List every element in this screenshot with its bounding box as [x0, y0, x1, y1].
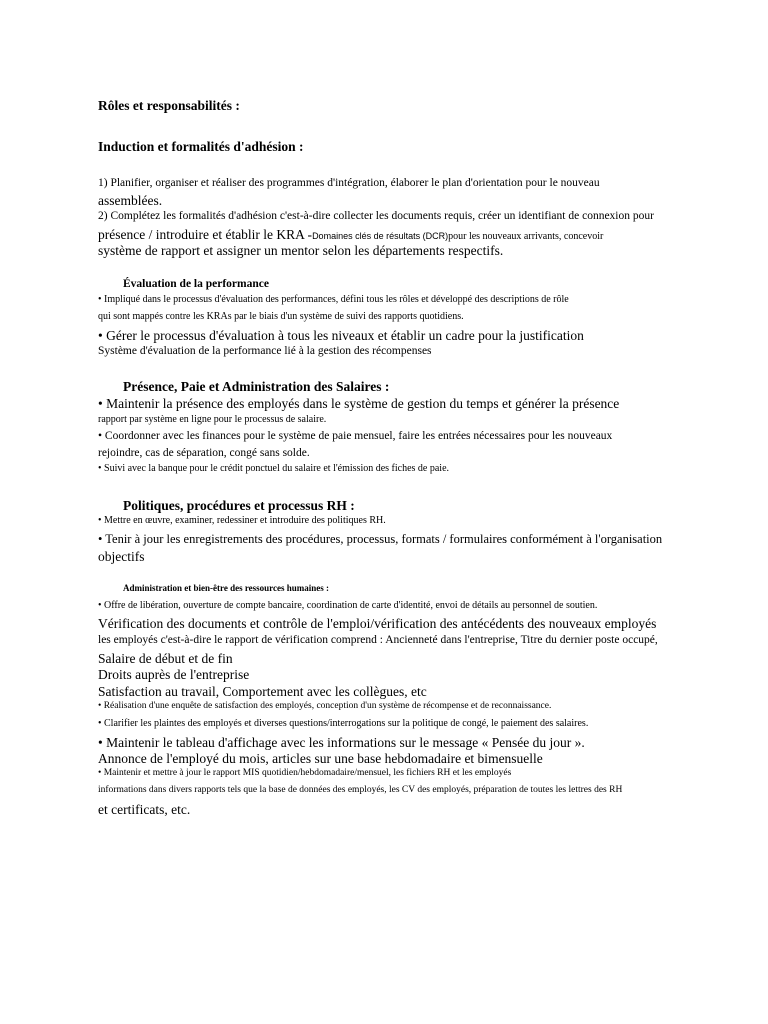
text-line: Annonce de l'employé du mois, articles sur une base hebdomadaire et bimensuelle [98, 751, 543, 766]
text-segment: pour les nouveaux arrivants, concevoir [448, 231, 604, 242]
text-line: 2) Complétez les formalités d'adhésion c'est-à-dire collecter les documents requis, créer un identifiant de connexion pour [98, 210, 654, 222]
text-line: • Mettre en œuvre, examiner, redessiner et introduire des politiques RH. [98, 515, 386, 526]
text-line: 1) Planifier, organiser et réaliser des programmes d'intégration, élaborer le plan d'orientation pour le nouveau [98, 177, 600, 189]
text-line: informations dans divers rapports tels que la base de données des employés, les CV des employés, préparation de toutes les lettres des RH [98, 785, 623, 795]
page-title: Rôles et responsabilités : [98, 98, 240, 113]
text-line [98, 226, 603, 244]
text-line: système de rapport et assigner un mentor selon les départements respectifs. [98, 243, 504, 258]
text-line: rejoindre, cas de séparation, congé sans solde. [98, 447, 310, 459]
text-line: Droits auprès de l'entreprise [98, 667, 250, 682]
text-line: • Tenir à jour les enregistrements des procédures, processus, formats / formulaires conformément à l'organisation [98, 532, 663, 546]
text-line: • Réalisation d'une enquête de satisfaction des employés, conception d'un système de récompense et de reconnaissance. [98, 701, 552, 711]
text-line: assemblées. [98, 193, 163, 208]
section-heading: Politiques, procédures et processus RH : [123, 498, 355, 513]
section-heading: Administration et bien-être des ressources humaines : [123, 583, 329, 593]
text-segment: Domaines clés de résultats (DCR) [312, 231, 449, 241]
section-heading: Induction et formalités d'adhésion : [98, 139, 304, 154]
text-line: objectifs [98, 549, 145, 564]
text-line: • Suivi avec la banque pour le crédit ponctuel du salaire et l'émission des fiches de paie. [98, 463, 450, 474]
text-line: qui sont mappés contre les KRAs par le biais d'un système de suivi des rapports quotidiens. [98, 311, 464, 322]
text-line: • Maintenir le tableau d'affichage avec les informations sur le message « Pensée du jour ». [98, 735, 585, 750]
text-line: et certificats, etc. [98, 802, 191, 817]
text-line: Vérification des documents et contrôle de l'emploi/vérification des antécédents des nouveaux employés [98, 616, 657, 631]
text-line: Système d'évaluation de la performance lié à la gestion des récompenses [98, 345, 432, 357]
text-line: • Coordonner avec les finances pour le système de paie mensuel, faire les entrées nécessaires pour les nouveaux [98, 430, 613, 442]
section-heading: Présence, Paie et Administration des Salaires : [123, 379, 390, 394]
text-line: • Maintenir la présence des employés dans le système de gestion du temps et générer la présence [98, 396, 620, 411]
text-line: • Gérer le processus d'évaluation à tous les niveaux et établir un cadre pour la justification [98, 328, 584, 343]
text-line: les employés c'est-à-dire le rapport de vérification comprend : Ancienneté dans l'entreprise, Titre du dernier poste occupé, [98, 634, 658, 646]
text-line: Satisfaction au travail, Comportement avec les collègues, etc [98, 684, 427, 699]
text-line: • Impliqué dans le processus d'évaluation des performances, défini tous les rôles et développé des descriptions de rôle [98, 294, 569, 305]
text-line: • Maintenir et mettre à jour le rapport MIS quotidien/hebdomadaire/mensuel, les fichiers RH et les employés [98, 768, 512, 778]
text-line: • Offre de libération, ouverture de compte bancaire, coordination de carte d'identité, envoi de détails au personnel de soutien. [98, 600, 598, 611]
text-line: Salaire de début et de fin [98, 651, 233, 666]
text-line: • Clarifier les plaintes des employés et diverses questions/interrogations sur la politique de congé, le paiement des salaires. [98, 718, 589, 729]
section-heading: Évaluation de la performance [123, 278, 269, 290]
text-line: rapport par système en ligne pour le processus de salaire. [98, 414, 327, 425]
text-segment: présence / introduire et établir le KRA - [98, 227, 313, 242]
